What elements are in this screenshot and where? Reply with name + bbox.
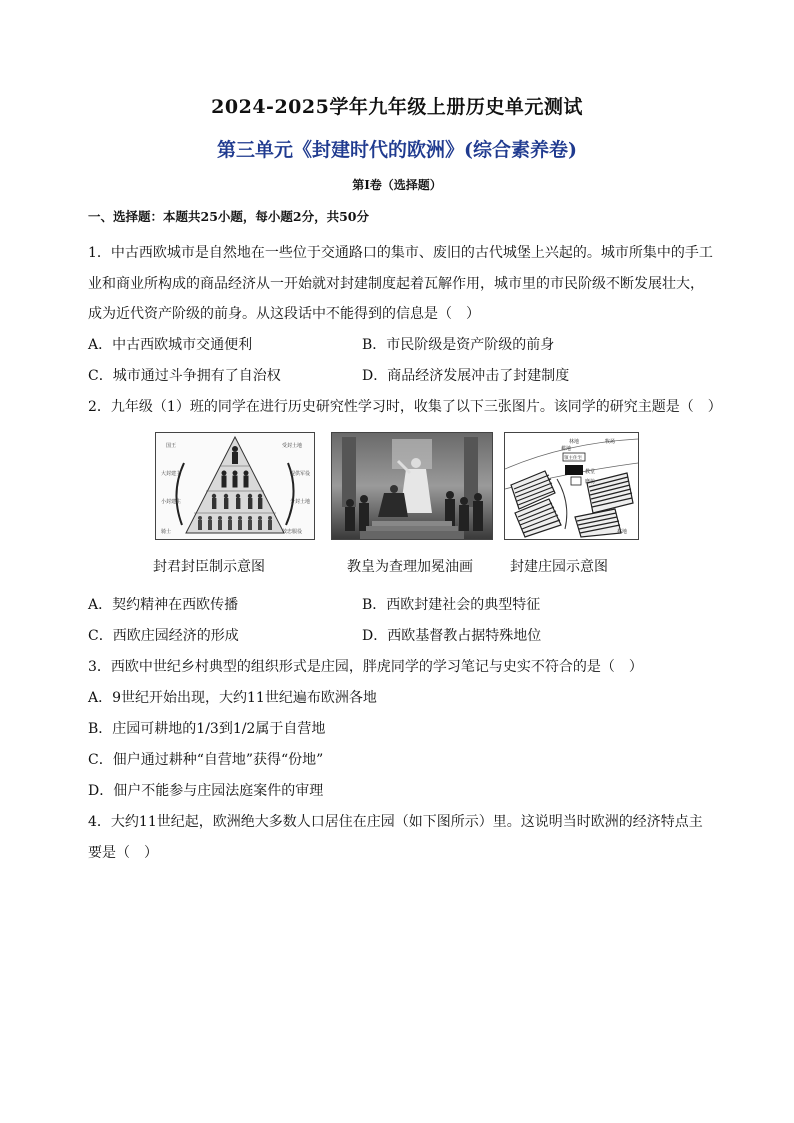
q1-option-a: A．中古西欧城市交通便利: [88, 337, 253, 353]
manor-label-1: 林地: [569, 439, 580, 445]
figure-coronation-painting: [331, 432, 493, 540]
manor-label-3: 耕地: [561, 446, 572, 452]
pyramid-level-great-lord: 大封建主: [161, 471, 182, 477]
q2-option-c: C．西欧庄园经济的形成: [88, 628, 239, 644]
figure-manor-map: [504, 432, 639, 540]
pyramid-level-lesser-lord: 小封建主: [161, 499, 182, 505]
pyramid-note-1: 受封土地: [282, 443, 303, 449]
manor-label-2: 牧场: [605, 439, 616, 445]
q1-option-c: C．城市通过斗争拥有了自治权: [88, 368, 281, 384]
q2-option-a: A．契约精神在西欧传播: [88, 597, 239, 613]
q3-option-a: A．9世纪开始出现，大约11世纪遍布欧洲各地: [88, 690, 377, 706]
manor-label-7: 林地: [617, 529, 628, 535]
caption-coronation: 教皇为查理加冕油画: [347, 559, 473, 575]
feudal-pyramid-diagram: [156, 433, 314, 539]
q1-line-3: 成为近代资产阶级的前身。从这段话中不能得到的信息是（ ）: [88, 306, 480, 322]
caption-feudal-pyramid: 封君封臣制示意图: [153, 559, 265, 575]
q2-option-b: B．西欧封建社会的典型特征: [362, 597, 541, 613]
manor-map-diagram: [505, 433, 638, 539]
q1-option-d: D．商品经济发展冲击了封建制度: [362, 368, 570, 384]
q2-line-1: 2．九年级（1）班的同学在进行历史研究性学习时，收集了以下三张图片。该同学的研究主题是（ ）: [88, 399, 722, 415]
q2-option-d: D．西欧基督教占据特殊地位: [362, 628, 542, 644]
coronation-painting-image: [332, 433, 492, 539]
pyramid-level-knight: 骑士: [161, 529, 172, 535]
pyramid-level-king: 国王: [166, 443, 177, 449]
q3-option-c: C．佃户通过耕种“自营地”获得“份地”: [88, 752, 324, 768]
pyramid-note-3: 分封土地: [290, 499, 311, 505]
unit-subtitle: 第三单元《封建时代的欧洲》(综合素养卷): [217, 139, 577, 161]
q1-line-2: 业和商业所构成的商品经济从一开始就对封建制度起着瓦解作用，城市里的市民阶级不断发展壮大，: [88, 276, 704, 292]
q1-option-b: B．市民阶级是资产阶级的前身: [362, 337, 555, 353]
manor-label-5: 教堂: [585, 469, 596, 475]
pyramid-note-2: 提供军役: [290, 471, 311, 477]
manor-label-6: 磨坊: [585, 479, 596, 485]
part-heading: 一、选择题：本题共25小题，每小题2分，共50分: [88, 209, 369, 224]
caption-manor: 封建庄园示意图: [510, 559, 608, 575]
q3-option-d: D．佃户不能参与庄园法庭案件的审理: [88, 783, 324, 799]
q4-line-1: 4．大约11世纪起，欧洲绝大多数人口居住在庄园（如下图所示）里。这说明当时欧洲的经济特点主: [88, 814, 703, 830]
section-title: 第Ⅰ卷（选择题）: [352, 178, 442, 192]
page-title: 2024-2025学年九年级上册历史单元测试: [211, 96, 583, 118]
q3-option-b: B．庄园可耕地的1/3到1/2属于自营地: [88, 721, 326, 737]
figure-feudal-pyramid: [155, 432, 315, 540]
q1-line-1: 1．中古西欧城市是自然地在一些位于交通路口的集市、废旧的古代城堡上兴起的。城市所集中的手工: [88, 245, 713, 261]
q3-line-1: 3．西欧中世纪乡村典型的组织形式是庄园，胖虎同学的学习笔记与史实不符合的是（ ）: [88, 659, 643, 675]
q4-line-2: 要是（ ）: [88, 845, 158, 861]
pyramid-note-4: 效忠服役: [282, 529, 303, 535]
manor-label-4: 领主住宅: [564, 456, 582, 461]
